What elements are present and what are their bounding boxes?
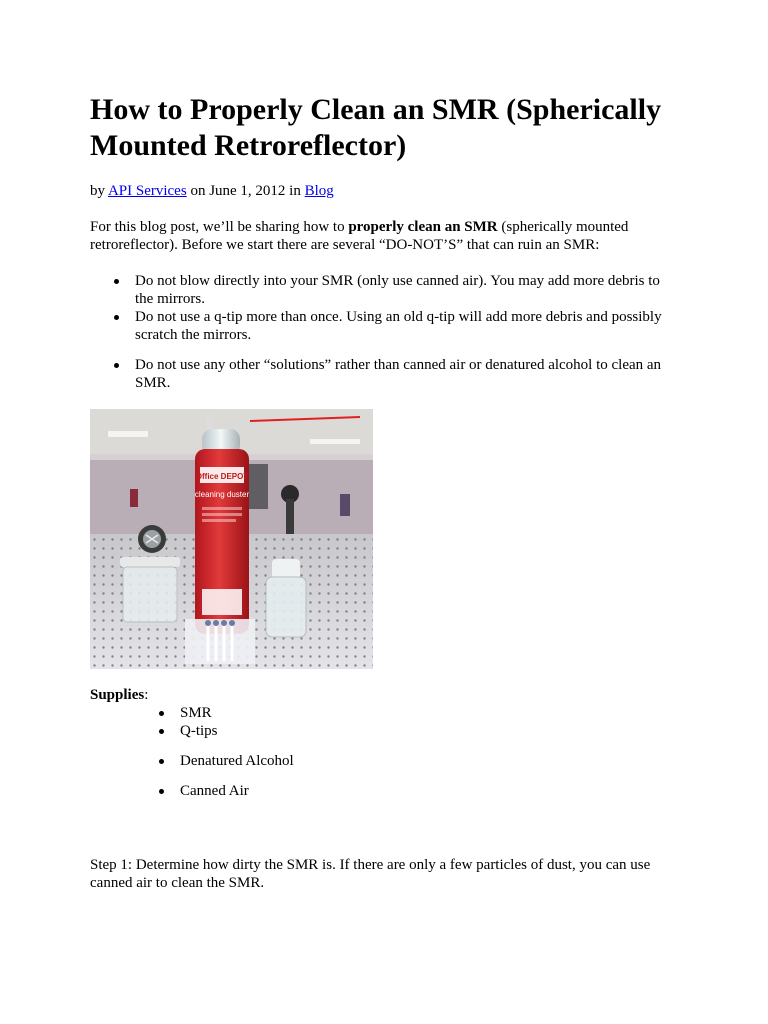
meta-by: by	[90, 183, 105, 199]
post-title: How to Properly Clean an SMR (Spherically Mounted Retroreflector)	[90, 93, 662, 162]
step-1-paragraph: Step 1: Determine how dirty the SMR is. If there are only a few particles of dust, you can use canned air to clean the SMR.	[90, 857, 651, 891]
supplies-colon: :	[144, 687, 149, 703]
intro-paragraph	[90, 218, 680, 254]
cleaning-supplies-photo	[90, 409, 373, 669]
intro-text-start: For this blog post, we’ll be sharing how to	[90, 219, 345, 235]
post-meta	[90, 182, 334, 200]
category-link[interactable]: Blog	[304, 183, 334, 199]
author-link[interactable]: API Services	[107, 183, 187, 199]
can-brand-text: Office DEPOT	[195, 472, 249, 481]
list-item: Q-tips	[180, 722, 480, 740]
list-item: Denatured Alcohol	[180, 752, 480, 770]
donts-list	[135, 272, 680, 392]
supplies-heading	[90, 686, 148, 704]
list-item: Do not use a q-tip more than once. Using an old q-tip will add more debris and possibly scratch the mirrors.	[135, 308, 680, 344]
list-item: Canned Air	[180, 782, 480, 800]
list-item: Do not use any other “solutions” rather than canned air or denatured alcohol to clean an SMR.	[135, 356, 680, 392]
supplies-list	[180, 704, 480, 800]
can-label-text: cleaning duster	[194, 490, 250, 499]
supplies-label: Supplies	[90, 687, 145, 703]
meta-date: on June 1, 2012 in	[190, 183, 301, 199]
list-item: Do not blow directly into your SMR (only use canned air). You may add more debris to the mirrors.	[135, 272, 680, 308]
intro-text-end: (spherically mounted retroreflector). Before we start there are several “DO-NOT’S” that can ruin an SMR:	[90, 219, 629, 253]
list-item: SMR	[180, 704, 480, 722]
intro-bold-text: properly clean an SMR	[348, 219, 498, 235]
